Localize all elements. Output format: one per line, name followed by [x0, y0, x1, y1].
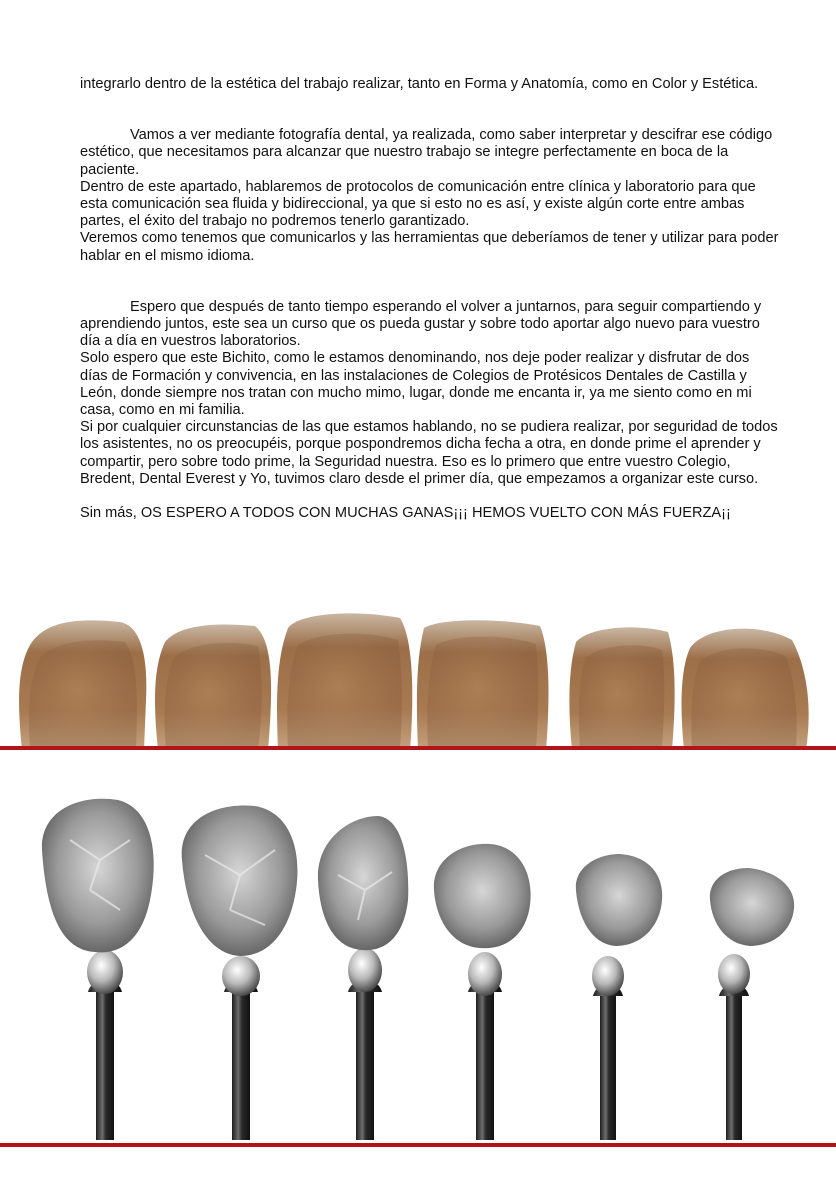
paragraph: Vamos a ver mediante fotografía dental, ya realizada, como saber interpretar y descifrar ese código estético, que necesitamos para alcanzar que nuestro trabajo se integre perfectamente en boca de la paciente. [80, 127, 773, 178]
divider-line [0, 1143, 836, 1147]
tooth-crown [19, 620, 146, 750]
body-text [80, 76, 780, 522]
crown-on-stand [318, 816, 408, 1140]
tooth-crown [417, 620, 549, 750]
crown-on-stand [42, 799, 154, 1140]
divider-line [0, 746, 836, 750]
closing-line: Sin más, OS ESPERO A TODOS CON MUCHAS GANAS¡¡¡ HEMOS VUELTO CON MÁS FUERZA¡¡ [80, 505, 731, 522]
paragraph: Veremos como tenemos que comunicarlos y las herramientas que deberíamos de tener y utilizar para poder hablar en el mismo idioma. [80, 230, 779, 264]
paragraph: Solo espero que este Bichito, como le estamos denominando, nos deje poder realizar y disfrutar de dos días de Formación y convivencia, en las instalaciones de Colegios de Protésicos Dentales de Castilla y León, donde siempre nos tratan con mucho mimo, lugar, donde me encanta ir, ya me siento como en mi casa, como en mi familia. [80, 350, 752, 419]
tooth-crown [569, 627, 674, 750]
tooth-crown [682, 629, 809, 750]
crown-on-stand [576, 854, 662, 1140]
paragraph: Espero que después de tanto tiempo esperando el volver a juntarnos, para seguir compartiendo y aprendiendo juntos, este sea un curso que os pueda gustar y sobre todo aportar algo nuevo para vuestro día a día en vuestros laboratorios. [80, 298, 762, 350]
crown-on-stand [434, 844, 531, 1140]
tooth-crown [155, 625, 271, 750]
crown-on-stand [710, 868, 794, 1140]
crown-on-stand [182, 805, 298, 1140]
paragraph: Dentro de este apartado, hablaremos de protocolos de comunicación entre clínica y laboratorio para que esta comunicación sea fluida y bidireccional, ya que si esto no es así, y existe algún corte entre ambas partes, el éxito del trabajo no podremos tenerlo garantizado. [80, 178, 756, 230]
paragraph: Si por cualquier circunstancias de las que estamos hablando, no se pudiera realizar, por seguridad de todos los asistentes, no os preocupéis, porque pospondremos dicha fecha a otra, en donde prime el aprender y compartir, pero sobre todo prime, la Seguridad nuestra. Eso es lo primero que entre vuestro Colegio, Bredent, Dental Everest y Yo, tuvimos claro desde el primer día, que empezamos a organizar este curso. [80, 419, 778, 487]
teeth-occlusal-photo [0, 780, 836, 1150]
tooth-crown [277, 613, 412, 750]
teeth-labial-photo [0, 600, 836, 755]
paragraph: integrarlo dentro de la estética del trabajo realizar, tanto en Forma y Anatomía, como en Color y Estética. [80, 76, 759, 92]
